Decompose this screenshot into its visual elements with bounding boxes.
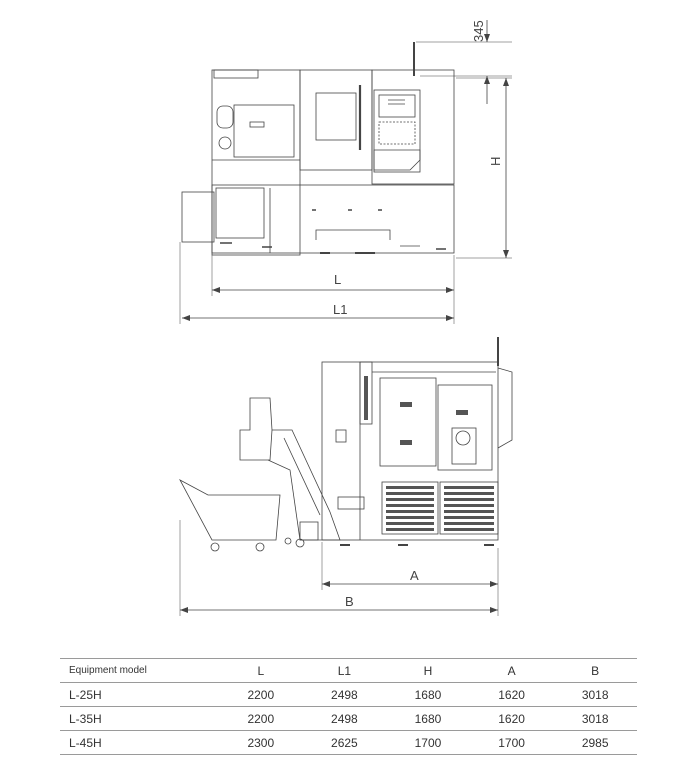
dim-label-345: 345	[471, 20, 486, 42]
table-header-row	[60, 659, 637, 683]
cell-A: 1620	[470, 707, 554, 731]
cell-H: 1700	[386, 731, 470, 755]
grille-pattern	[364, 376, 494, 531]
cell-model: L-25H	[60, 683, 219, 707]
cell-model: L-45H	[60, 731, 219, 755]
dim-label-A: A	[410, 568, 419, 583]
cell-model: L-35H	[60, 707, 219, 731]
header-L1: L1	[303, 659, 387, 683]
cell-L1: 2498	[303, 707, 387, 731]
cell-L: 2300	[219, 731, 303, 755]
header-model: Equipment model	[60, 659, 219, 683]
header-L: L	[219, 659, 303, 683]
cell-B: 3018	[553, 707, 637, 731]
cell-B: 3018	[553, 683, 637, 707]
cell-A: 1700	[470, 731, 554, 755]
dim-label-L1: L1	[333, 302, 348, 317]
cell-L1: 2498	[303, 683, 387, 707]
table-row	[60, 683, 637, 707]
side-view-dimension-lines	[180, 520, 498, 616]
dim-label-L: L	[334, 272, 342, 287]
header-B: B	[553, 659, 637, 683]
header-A: A	[470, 659, 554, 683]
front-view-dimension-lines	[180, 20, 512, 324]
dimension-arrows	[180, 34, 509, 613]
cell-H: 1680	[386, 683, 470, 707]
dim-label-B: B	[345, 594, 354, 609]
cell-L: 2200	[219, 683, 303, 707]
cell-B: 2985	[553, 731, 637, 755]
dim-label-H: H	[488, 156, 503, 166]
header-H: H	[386, 659, 470, 683]
cell-H: 1680	[386, 707, 470, 731]
table-row	[60, 707, 637, 731]
cell-A: 1620	[470, 683, 554, 707]
cell-L1: 2625	[303, 731, 387, 755]
front-view-machine	[182, 42, 454, 255]
table-row	[60, 731, 637, 755]
cell-L: 2200	[219, 707, 303, 731]
spec-table	[60, 658, 637, 755]
